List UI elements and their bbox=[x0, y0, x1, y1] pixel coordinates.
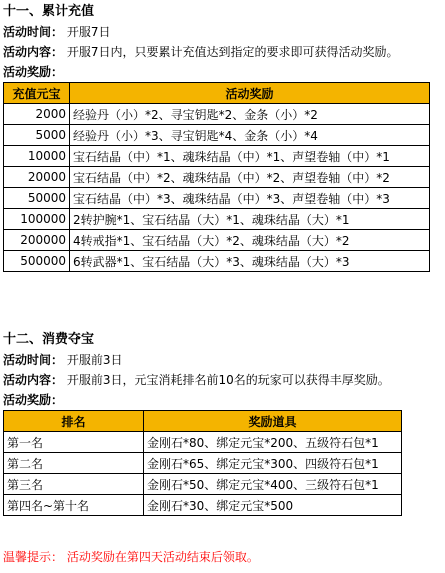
table-cell: 20000 bbox=[4, 167, 70, 188]
table-cell: 金刚石*30、绑定元宝*500 bbox=[144, 495, 402, 516]
table-cell: 第二名 bbox=[4, 453, 144, 474]
column-header: 充值元宝 bbox=[4, 83, 70, 104]
activity-time bbox=[3, 22, 441, 42]
reward-label: 活动奖励： bbox=[3, 393, 64, 407]
table-row bbox=[4, 104, 430, 125]
time-value: 开服7日 bbox=[66, 25, 111, 39]
table-cell: 6转武器*1、宝石结晶（大）*3、魂珠结晶（大）*3 bbox=[70, 251, 430, 272]
table-row bbox=[4, 167, 430, 188]
time-label: 活动时间： bbox=[3, 353, 64, 367]
activity-reward bbox=[3, 62, 441, 82]
table-cell: 宝石结晶（中）*3、魂珠结晶（中）*3、声望卷轴（中）*3 bbox=[70, 188, 430, 209]
table-row bbox=[4, 495, 402, 516]
table-row bbox=[4, 125, 430, 146]
content-label: 活动内容： bbox=[3, 373, 64, 387]
ranking-reward-table bbox=[3, 410, 402, 516]
table-header-row bbox=[4, 83, 430, 104]
table-cell: 第一名 bbox=[4, 432, 144, 453]
table-row bbox=[4, 209, 430, 230]
table-cell: 金刚石*65、绑定元宝*300、四级符石包*1 bbox=[144, 453, 402, 474]
time-label: 活动时间： bbox=[3, 25, 64, 39]
time-value: 开服前3日 bbox=[66, 353, 123, 367]
table-cell: 50000 bbox=[4, 188, 70, 209]
section-title: 十一、累计充值 bbox=[3, 4, 95, 19]
column-header: 活动奖励 bbox=[70, 83, 430, 104]
table-row bbox=[4, 188, 430, 209]
table-cell: 经验丹（小）*2、寻宝钥匙*2、金条（小）*2 bbox=[70, 104, 430, 125]
reward-label: 活动奖励： bbox=[3, 65, 64, 79]
table-header-row bbox=[4, 411, 402, 432]
activity-content bbox=[3, 42, 441, 62]
table-cell: 金刚石*80、绑定元宝*200、五级符石包*1 bbox=[144, 432, 402, 453]
table-cell: 2000 bbox=[4, 104, 70, 125]
table-cell: 经验丹（小）*3、寻宝钥匙*4、金条（小）*4 bbox=[70, 125, 430, 146]
table-cell: 200000 bbox=[4, 230, 70, 251]
table-cell: 宝石结晶（中）*1、魂珠结晶（中）*1、声望卷轴（中）*1 bbox=[70, 146, 430, 167]
table-cell: 5000 bbox=[4, 125, 70, 146]
section-recharge bbox=[3, 2, 441, 272]
content-value: 开服7日内，只要累计充值达到指定的要求即可获得活动奖励。 bbox=[66, 45, 399, 59]
table-row bbox=[4, 474, 402, 495]
table-cell: 500000 bbox=[4, 251, 70, 272]
table-cell: 宝石结晶（中）*2、魂珠结晶（中）*2、声望卷轴（中）*2 bbox=[70, 167, 430, 188]
activity-reward bbox=[3, 390, 441, 410]
table-row bbox=[4, 146, 430, 167]
section-consumption bbox=[3, 330, 441, 516]
table-cell: 4转戒指*1、宝石结晶（大）*2、魂珠结晶（大）*2 bbox=[70, 230, 430, 251]
recharge-reward-table bbox=[3, 82, 430, 272]
table-row bbox=[4, 230, 430, 251]
table-row bbox=[4, 453, 402, 474]
activity-time bbox=[3, 350, 441, 370]
table-cell: 第三名 bbox=[4, 474, 144, 495]
table-cell: 第四名~第十名 bbox=[4, 495, 144, 516]
table-cell: 金刚石*50、绑定元宝*400、三级符石包*1 bbox=[144, 474, 402, 495]
activity-content bbox=[3, 370, 441, 390]
reminder-tip: 温馨提示： 活动奖励在第四天活动结束后领取。 bbox=[3, 550, 259, 564]
table-row bbox=[4, 251, 430, 272]
table-cell: 100000 bbox=[4, 209, 70, 230]
table-row bbox=[4, 432, 402, 453]
section-title: 十二、消费夺宝 bbox=[3, 332, 95, 347]
content-label: 活动内容： bbox=[3, 45, 64, 59]
column-header: 奖励道具 bbox=[144, 411, 402, 432]
table-cell: 2转护腕*1、宝石结晶（大）*1、魂珠结晶（大）*1 bbox=[70, 209, 430, 230]
table-cell: 10000 bbox=[4, 146, 70, 167]
content-value: 开服前3日，元宝消耗排名前10名的玩家可以获得丰厚奖励。 bbox=[66, 373, 390, 387]
column-header: 排名 bbox=[4, 411, 144, 432]
